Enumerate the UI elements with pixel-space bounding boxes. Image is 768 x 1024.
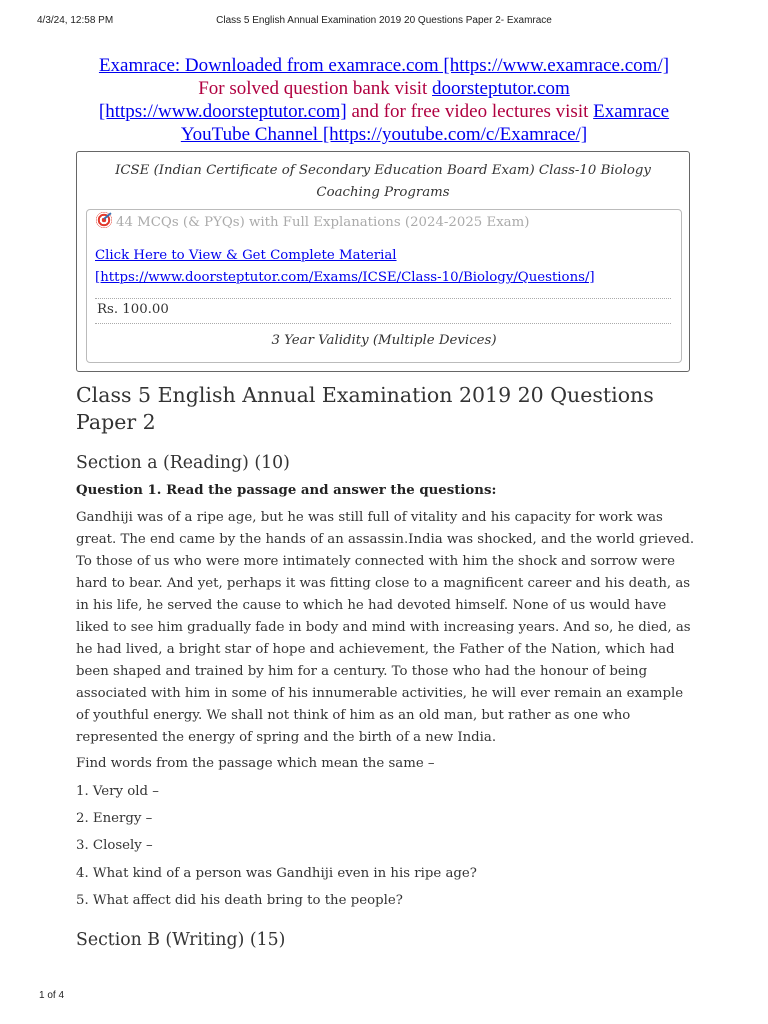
mcq-info: [96, 212, 529, 234]
doorsteptutor-link[interactable]: doorsteptutor.com: [432, 78, 570, 99]
list-item: 5. What affect did his death bring to the people?: [76, 893, 403, 908]
page-counter: 1 of 4: [39, 990, 65, 1001]
examrace-youtube-link-part1[interactable]: Examrace: [593, 101, 670, 122]
promo-title: ICSE (Indian Certificate of Secondary Education Board Exam) Class-10 Biology Coaching Programs: [115, 163, 651, 200]
print-header: [37, 15, 731, 31]
print-page-title: Class 5 English Annual Examination 2019 20 Questions Paper 2- Examrace: [216, 15, 552, 26]
reading-passage: Gandhiji was of a ripe age, but he was still full of vitality and his capacity for work was great. The end came by the hands of an assassin.India was shocked, and the world grieved. To those of us who were more intimately connected with him the shock and sorrow were hard to bear. And yet, perhaps it was fitting close to a magnificent career and his death, as in his life, he served the cause to which he had devoted himself. None of us would have liked to see him gradually fade in body and mind with increasing years. And so, he died, as he had lived, a bright star of hope and achievement, the Father of the Nation, which had been shaped and trained by him for a century. To those who had the honour of being associated with him in some of his innumerable activities, he will ever remain an example of youthful energy. We shall not think of him as an old man, but rather as one who represented the energy of spring and the birth of a new India.: [76, 510, 695, 745]
download-notice: [76, 54, 692, 146]
promo-inner-box: [86, 209, 682, 363]
notice-text-2: and for free video lectures visit: [346, 101, 594, 122]
section-b-heading: Section B (Writing) (15): [76, 930, 286, 950]
find-words-instruction: Find words from the passage which mean the same –: [76, 756, 435, 771]
target-dart-icon: [96, 212, 112, 228]
list-item: 1. Very old –: [76, 784, 159, 799]
view-material-link[interactable]: Click Here to View & Get Complete Material: [95, 248, 397, 263]
doorsteptutor-url-link[interactable]: [https://www.doorsteptutor.com]: [98, 101, 347, 122]
list-item: 4. What kind of a person was Gandhiji even in his ripe age?: [76, 866, 477, 881]
print-datetime: 4/3/24, 12:58 PM: [37, 15, 114, 26]
notice-text-1: For solved question bank visit: [198, 78, 433, 99]
mcq-text: 44 MCQs (& PYQs) with Full Explanations (2024-2025 Exam): [116, 215, 530, 230]
page-title: Class 5 English Annual Examination 2019 20 Questions Paper 2: [76, 383, 654, 434]
price: Rs. 100.00: [97, 302, 169, 317]
promo-card: [76, 151, 690, 372]
question-1: Question 1. Read the passage and answer the questions:: [76, 483, 497, 498]
examrace-youtube-link-part2[interactable]: YouTube Channel [https://youtube.com/c/Examrace/]: [180, 124, 588, 145]
divider: [95, 298, 671, 299]
divider: [95, 323, 671, 324]
section-a-heading: Section a (Reading) (10): [76, 453, 290, 473]
material-url-link[interactable]: [https://www.doorsteptutor.com/Exams/ICSE/Class-10/Biology/Questions/]: [95, 270, 595, 285]
list-item: 3. Closely –: [76, 838, 153, 853]
list-item: 2. Energy –: [76, 811, 153, 826]
validity-text: 3 Year Validity (Multiple Devices): [271, 333, 497, 348]
examrace-link[interactable]: Examrace: Downloaded from examrace.com [https://www.examrace.com/]: [98, 55, 670, 76]
material-link-block: [95, 245, 595, 289]
